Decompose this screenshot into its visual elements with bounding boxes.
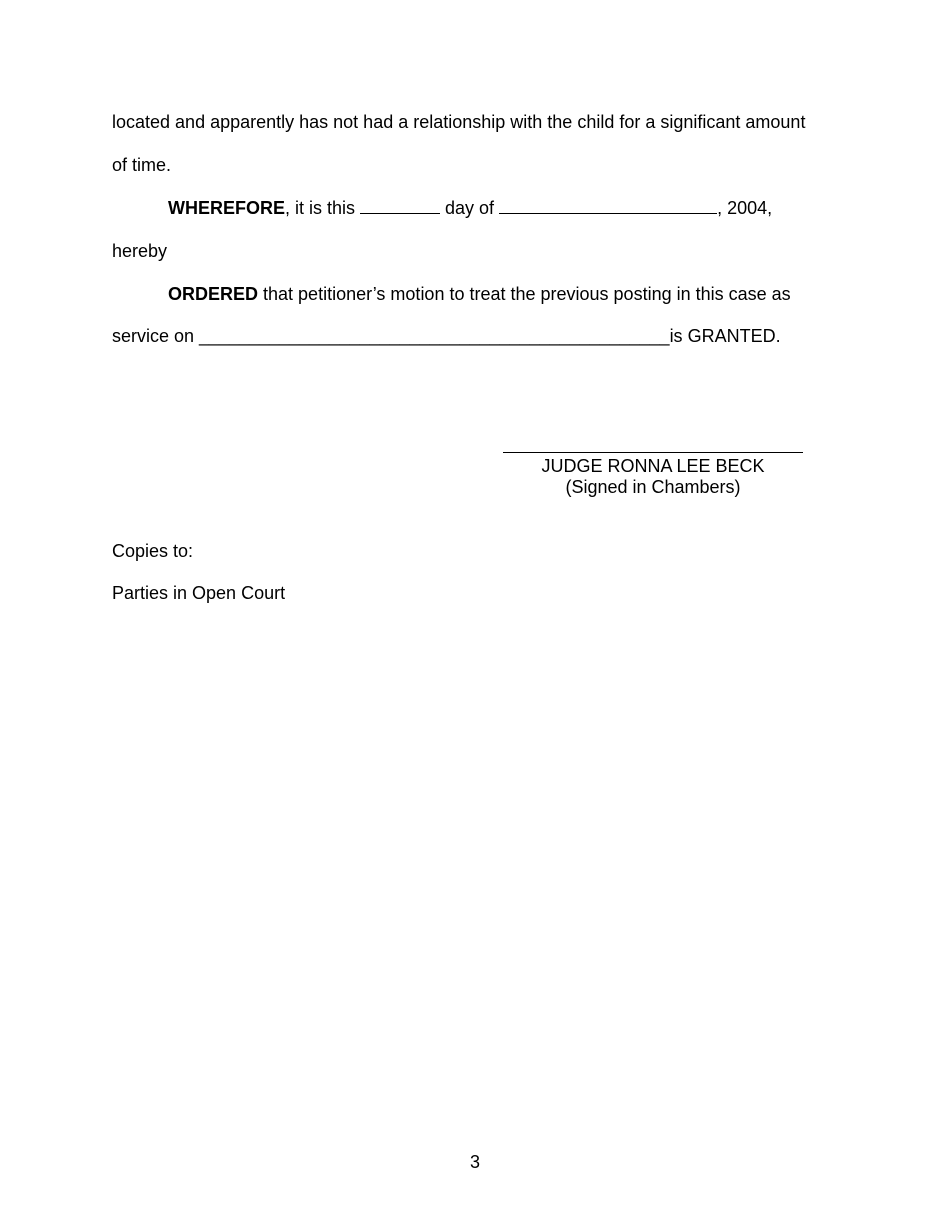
signature-line [503, 452, 803, 453]
body-text-line: hereby [112, 241, 168, 261]
body-text-line: located and apparently has not had a relationship with the child for a significant amount [112, 112, 806, 132]
wherefore-clause [168, 197, 772, 219]
signed-in-chambers: (Signed in Chambers) [565, 477, 741, 497]
body-text-line: of time. [112, 155, 172, 175]
wherefore-keyword: WHEREFORE [168, 198, 285, 218]
copies-heading: Copies to: [112, 541, 194, 561]
copies-recipient: Parties in Open Court [112, 583, 286, 603]
wherefore-text: day of [440, 198, 500, 218]
month-blank [499, 197, 717, 214]
service-suffix: is GRANTED. [669, 326, 781, 346]
wherefore-text: , 2004, [717, 198, 773, 218]
judge-name: JUDGE RONNA LEE BECK [541, 456, 765, 476]
day-blank [360, 197, 440, 214]
ordered-text: that petitioner’s motion to treat the previous posting in this case as [258, 284, 791, 304]
ordered-clause [168, 283, 791, 305]
service-blank: _______________________________________________ [199, 326, 670, 346]
service-line [112, 325, 781, 347]
ordered-keyword: ORDERED [168, 284, 259, 304]
wherefore-text: , it is this [285, 198, 361, 218]
page-number: 3 [469, 1152, 480, 1172]
service-prefix: service on [112, 326, 200, 346]
